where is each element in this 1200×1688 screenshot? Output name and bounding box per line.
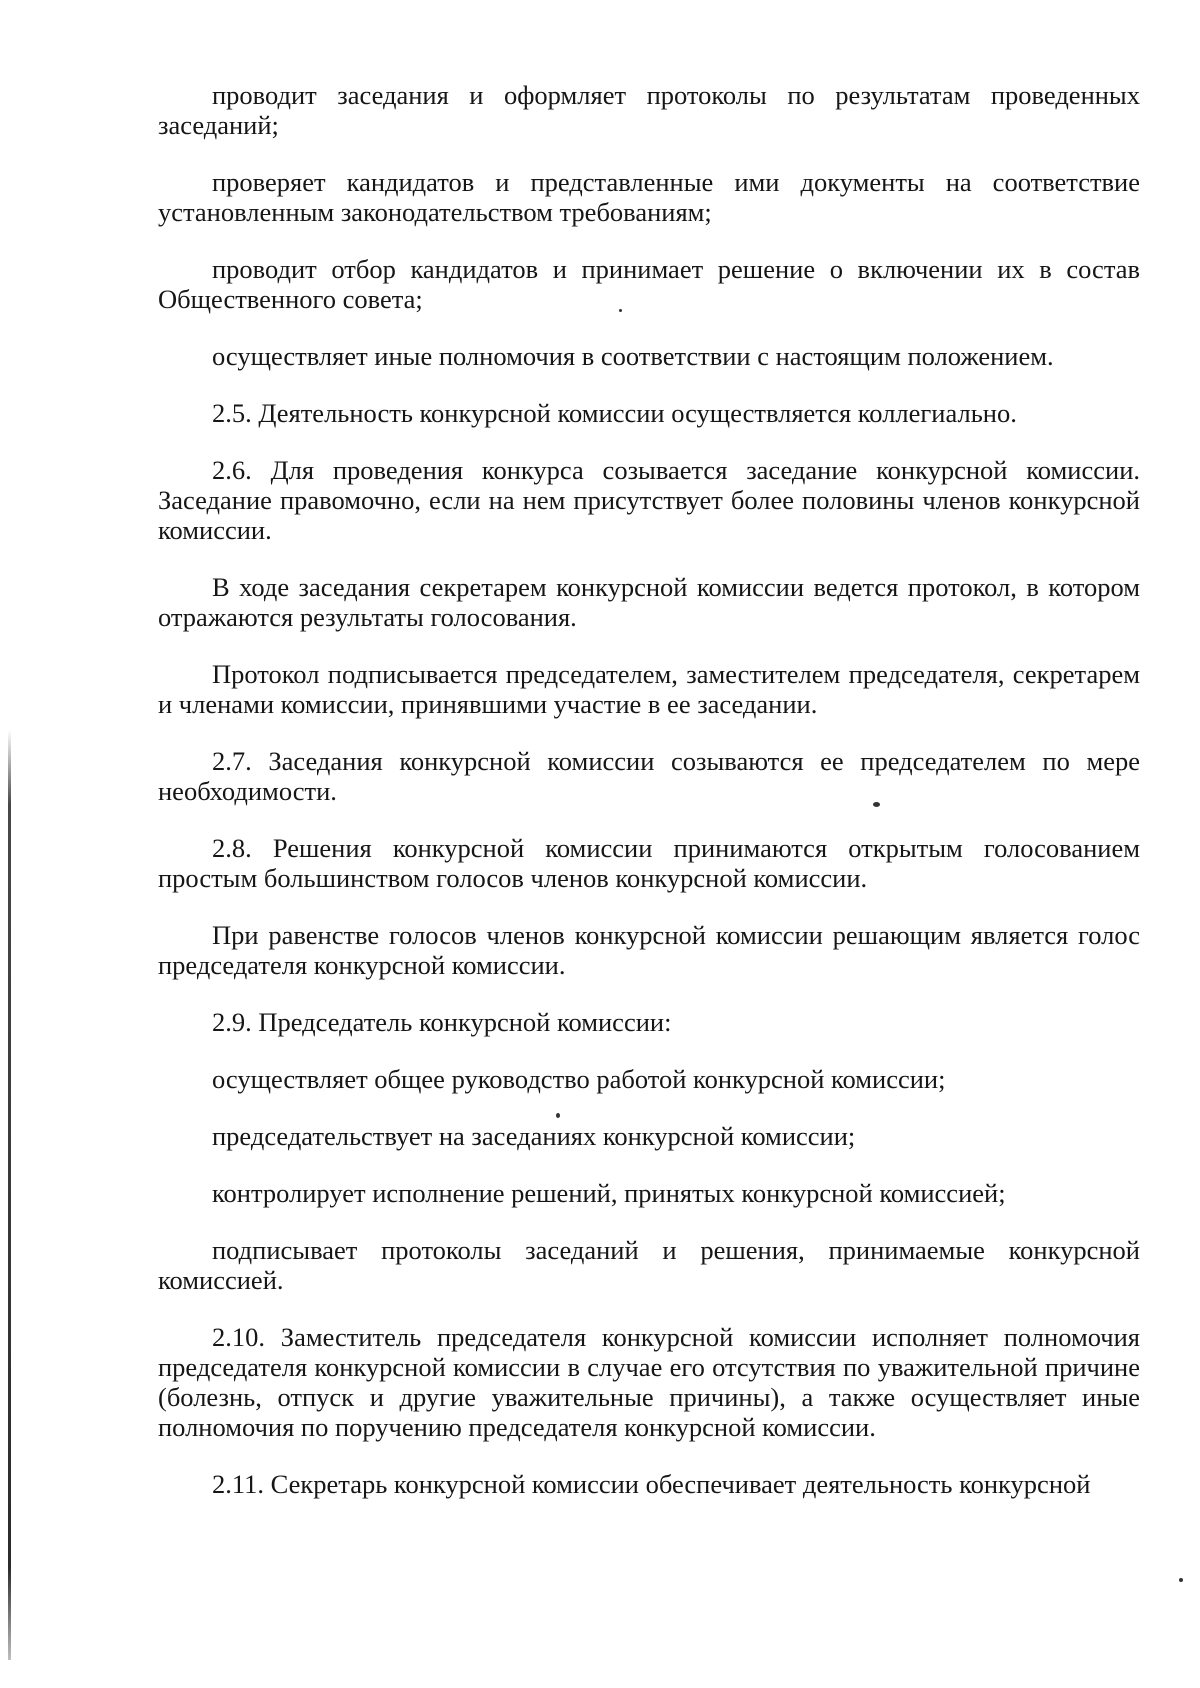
- paragraph: контролирует исполнение решений, принятых конкурсной комиссией;: [212, 1178, 1006, 1208]
- scan-edge-line: [8, 730, 11, 1660]
- paragraph: 2.10. Заместитель председателя конкурсной комиссии исполняет полномочия председателя конкурсной комиссии в случае его отсутствия по уважительной причине (болезнь, отпуск и другие уважительные причины), а также осуществляет иные полномочия по поручению председателя конкурсной комиссии.: [158, 1322, 1140, 1442]
- paragraph: осуществляет иные полномочия в соответствии с настоящим положением.: [212, 341, 1054, 371]
- paragraph: проверяет кандидатов и представленные ими документы на соответствие установленным законодательством требованиям;: [158, 167, 1140, 227]
- paragraph: 2.7. Заседания конкурсной комиссии созываются ее председателем по мере необходимости.: [158, 746, 1140, 806]
- paragraph: 2.5. Деятельность конкурсной комиссии осуществляется коллегиально.: [212, 398, 1017, 428]
- paragraph: При равенстве голосов членов конкурсной комиссии решающим является голос председателя конкурсной комиссии.: [158, 920, 1140, 980]
- paragraph: председательствует на заседаниях конкурсной комиссии;: [212, 1121, 856, 1151]
- document-body: [158, 80, 1140, 1526]
- paragraph: В ходе заседания секретарем конкурсной комиссии ведется протокол, в котором отражаются результаты голосования.: [158, 572, 1140, 632]
- paragraph: подписывает протоколы заседаний и решения, принимаемые конкурсной комиссией.: [158, 1235, 1140, 1295]
- paragraph: 2.8. Решения конкурсной комиссии принимаются открытым голосованием простым большинством голосов членов конкурсной комиссии.: [158, 833, 1140, 893]
- paragraph: проводит отбор кандидатов и принимает решение о включении их в состав Общественного совета;: [158, 254, 1140, 314]
- paragraph: проводит заседания и оформляет протоколы по результатам проведенных заседаний;: [158, 80, 1140, 140]
- paragraph: 2.9. Председатель конкурсной комиссии:: [212, 1007, 672, 1037]
- paragraph: 2.11. Секретарь конкурсной комиссии обеспечивает деятельность конкурсной: [212, 1469, 1091, 1499]
- paragraph: 2.6. Для проведения конкурса созывается заседание конкурсной комиссии. Заседание правомочно, если на нем присутствует более половины членов конкурсной комиссии.: [158, 455, 1140, 545]
- scan-speck: [1179, 1578, 1183, 1582]
- paragraph: Протокол подписывается председателем, заместителем председателя, секретарем и членами комиссии, принявшими участие в ее заседании.: [158, 659, 1140, 719]
- paragraph: осуществляет общее руководство работой конкурсной комиссии;: [212, 1064, 946, 1094]
